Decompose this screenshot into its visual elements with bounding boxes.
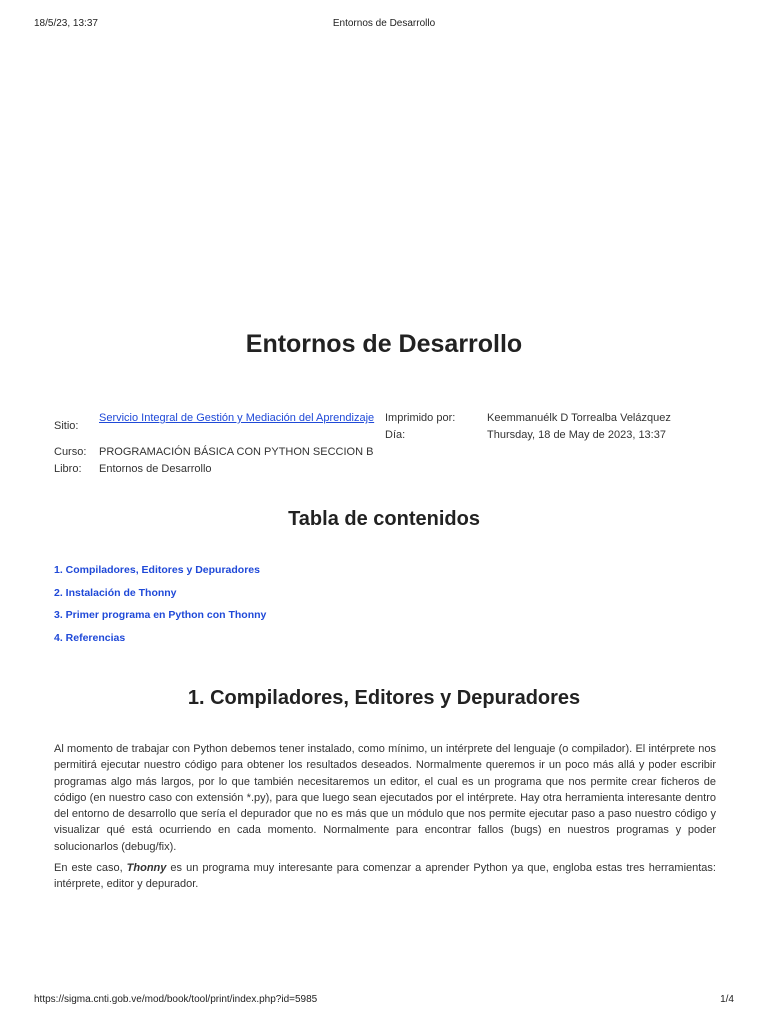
site-label: Sitio:: [54, 420, 79, 432]
site-link[interactable]: Servicio Integral de Gestión y Mediación del Aprendizaje: [99, 412, 375, 424]
print-header: [34, 18, 734, 32]
print-page-title: Entornos de Desarrollo: [332, 18, 436, 29]
chapter-body: [54, 741, 716, 898]
course-label: Curso:: [54, 446, 87, 458]
printed-by-name: Keemmanuélk D Torrealba Velázquez: [487, 412, 671, 424]
book-title: Entornos de Desarrollo: [245, 330, 523, 358]
course-value: PROGRAMACIÓN BÁSICA CON PYTHON SECCION B: [99, 446, 374, 458]
book-value: Entornos de Desarrollo: [99, 463, 212, 475]
book-info-table: [54, 410, 734, 478]
print-url: https://sigma.cnti.gob.ve/mod/book/tool/print/index.php?id=5985: [34, 994, 318, 1005]
printed-by-label: Imprimido por:: [385, 412, 456, 424]
toc-item-primer-programa[interactable]: 3. Primer programa en Python con Thonny: [54, 609, 267, 621]
paragraph-2-end: es un programa muy interesante para comenzar a aprender Python ya que, engloba estas tres herramientas: intérprete, editor y depurador.: [54, 862, 716, 891]
toc-item-referencias[interactable]: 4. Referencias: [54, 631, 126, 644]
print-date-value: Thursday, 18 de May de 2023, 13:37: [487, 429, 666, 441]
thonny-emphasis: Thonny: [126, 862, 167, 875]
chapter-paragraph-1: Al momento de trabajar con Python debemos tener instalado, como mínimo, un intérprete del lenguaje (o compilador). El intérprete nos permitirá ejecutar nuestro código para obtener los resultados deseados. Normalmente queremos ir un poco más allá y poder escribir programas algo más largos, por lo que también necesitaremos un editor, el cual es un programa que nos permite crear ficheros de código (en nuestro caso con extensión *.py), para que luego sean ejecutados por el intérprete. Hay otra herramienta interesante dentro del entorno de desarrollo que sería el depurador que no es más que un módulo que nos permite ejecutar paso a paso nuestro código y visualizar qué está ocurriendo en cada momento. Normalmente para encontrar fallos (bugs) en nuestros programas y poder solucionarlos (debug/fix).: [54, 743, 716, 853]
toc-item-compiladores[interactable]: 1. Compiladores, Editores y Depuradores: [54, 564, 260, 576]
chapter-title: 1. Compiladores, Editores y Depuradores: [187, 687, 581, 709]
chapter-paragraph-2: [54, 860, 716, 893]
book-label: Libro:: [54, 463, 82, 475]
site-value: [99, 410, 385, 444]
paragraph-2-start: En este caso,: [54, 862, 127, 875]
page-number: 1/4: [720, 994, 734, 1005]
print-datetime: 18/5/23, 13:37: [34, 18, 98, 29]
toc-item-instalacion[interactable]: 2. Instalación de Thonny: [54, 586, 177, 599]
day-label: Día:: [385, 429, 406, 441]
toc-title: Tabla de contenidos: [288, 508, 480, 530]
toc-list: [54, 564, 266, 654]
printed-by-value: [487, 410, 734, 444]
print-footer: [34, 994, 734, 1008]
